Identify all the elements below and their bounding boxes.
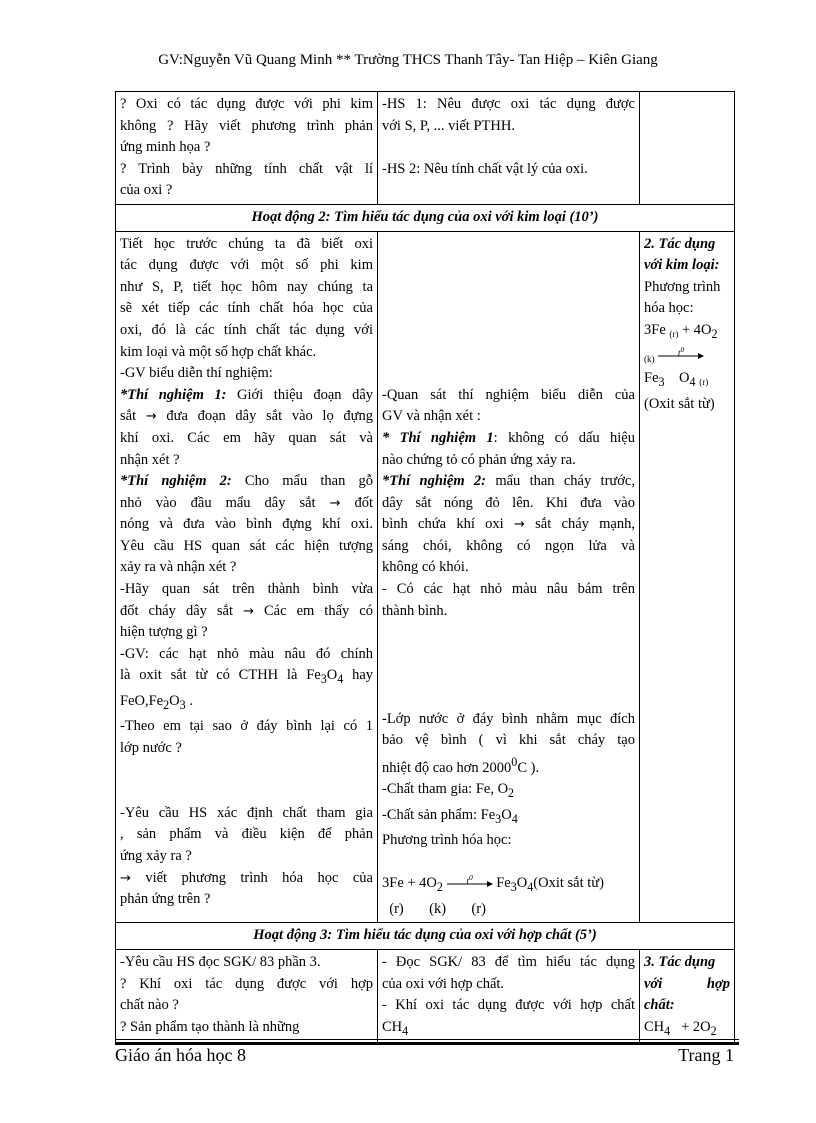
state-label: (r) — [669, 328, 679, 339]
heat-condition — [447, 873, 493, 892]
table-row — [116, 92, 735, 205]
text-run: O — [169, 692, 180, 709]
text-line — [382, 277, 635, 299]
text-run: -Chất tham gia: Fe, O — [382, 781, 509, 798]
text-run: bình chứa khí oxi — [382, 516, 504, 533]
text-run: (r) — [471, 900, 486, 917]
text-line: -Yêu cầu HS đọc SGK/ 83 phần 3. — [120, 954, 321, 971]
text-line — [120, 601, 373, 623]
text-run: sắt — [120, 408, 137, 425]
text-line — [120, 868, 373, 890]
teacher-cell — [116, 950, 378, 1045]
text-line: với S, P, ... viết PTHH. — [382, 117, 515, 134]
text-line — [382, 752, 635, 779]
text-line — [644, 368, 730, 393]
text-line: , sản phẩm và điều kiện để phản — [120, 826, 373, 843]
reaction-arrow-icon — [447, 873, 493, 888]
text-run: (k) — [429, 900, 447, 917]
text-run: hay — [343, 667, 373, 684]
text-run: + 4O — [682, 321, 712, 338]
text-run: + 2O — [681, 1018, 711, 1035]
subscript: 2 — [508, 786, 515, 801]
text-line: hiện tượng gì ? — [120, 624, 208, 641]
subscript: 4 — [527, 880, 534, 895]
text-run: đưa đoạn dây sắt vào lọ đựng — [156, 408, 373, 425]
text-line: của oxi với hợp chất. — [382, 975, 505, 992]
text-line — [382, 180, 635, 202]
text-line: tác dụng được với một số phi kim — [120, 257, 373, 274]
text-line — [120, 471, 373, 493]
section-heading: 2. Tác dụng — [644, 235, 716, 252]
text-line — [120, 493, 373, 515]
text-line — [382, 137, 635, 159]
text-line: như S, P, tiết học hôm nay chúng ta — [120, 278, 373, 295]
text-line — [382, 779, 635, 804]
activity-3-title: Hoạt động 3: Tìm hiểu tác dụng của oxi với hợp chất (5’) — [116, 923, 735, 950]
text-line: (Oxit sắt từ) — [644, 395, 715, 412]
right-arrow-icon: → — [243, 603, 254, 619]
right-arrow-icon: → — [513, 517, 525, 533]
text-line — [120, 665, 373, 690]
lesson-plan-table — [115, 91, 735, 1045]
reaction-arrow-icon — [658, 345, 704, 360]
text-line — [382, 852, 635, 874]
text-line: -Quan sát thí nghiệm biểu diễn của — [382, 386, 635, 403]
superscript: 0 — [511, 754, 518, 769]
teacher-cell — [116, 92, 378, 205]
state-label: (r) — [699, 377, 709, 388]
text-line — [120, 385, 373, 407]
text-line: -HS 1: Nêu được oxi tác dụng được — [382, 96, 635, 112]
text-run: -Chất sản phẩm: Fe — [382, 806, 496, 823]
table-row — [116, 950, 735, 1045]
text-line: bảo vệ bình ( vì khi sắt cháy tạo — [382, 732, 635, 749]
text-run: mẩu than cháy trước, — [486, 473, 635, 490]
section-heading — [644, 974, 730, 996]
text-run: nhỏ vào đầu mẩu dây sắt — [120, 494, 316, 511]
text-line: -GV biểu diễn thí nghiệm: — [120, 365, 273, 382]
subscript: 4 — [337, 672, 344, 687]
subscript: 3 — [495, 811, 502, 826]
text-line: thành bình. — [382, 602, 448, 619]
text-line — [382, 320, 635, 342]
text-run: hợp — [706, 975, 730, 992]
page-number: Trang 1 — [678, 1045, 734, 1065]
text-line — [382, 234, 635, 256]
footer-title: Giáo án hóa học 8 — [115, 1045, 246, 1065]
subscript: 3 — [658, 374, 665, 389]
content-cell — [640, 92, 735, 205]
equation-line — [382, 873, 635, 898]
right-arrow-icon: → — [145, 409, 157, 425]
text-line: ? Trình bày những tính chất vật lí — [120, 160, 373, 177]
text-line — [644, 320, 730, 345]
text-line: -Hãy quan sát trên thành bình vừa — [120, 581, 373, 598]
page-header: GV:Nguyễn Vũ Quang Minh ** Trường THCS Thanh Tây- Tan Hiệp – Kiên Giang — [158, 52, 658, 68]
text-run: . — [185, 692, 193, 709]
experiment-2-label: *Thí nghiệm 2: — [382, 473, 487, 490]
text-run: (Oxit sắt từ) — [533, 875, 604, 892]
text-run: sắt cháy mạnh, — [524, 516, 635, 533]
subscript: 4 — [511, 811, 518, 826]
text-run: 3Fe + 4O — [382, 875, 437, 892]
text-line: khí oxi. Các em hãy quan sát và — [120, 429, 373, 446]
text-line: -HS 2: Nêu tính chất vật lý của oxi. — [382, 160, 588, 177]
text-line: Yêu cầu HS quan sát các hiện tượng — [120, 537, 373, 554]
activity-2-title: Hoạt động 2: Tìm hiểu tác dụng của oxi với kim loại (10’) — [116, 204, 735, 231]
text-run: với — [644, 975, 663, 992]
subscript: 3 — [320, 672, 327, 687]
subscript: 2 — [710, 1023, 717, 1038]
student-cell — [378, 92, 640, 205]
text-line: của oxi ? — [120, 182, 173, 199]
content-cell — [640, 231, 735, 923]
text-line — [382, 342, 635, 364]
subscript: 2 — [711, 326, 718, 341]
subscript: 4 — [689, 374, 696, 389]
state-labels — [382, 899, 635, 921]
text-line: sẽ xét tiếp các tính chất hóa học của — [120, 300, 373, 317]
text-run: O — [516, 875, 528, 892]
subscript: 2 — [163, 697, 170, 712]
text-line: -Theo em tại sao ở đáy bình lại có 1 — [120, 718, 373, 735]
text-run: 3Fe — [644, 321, 666, 338]
text-run: đốt — [340, 494, 373, 511]
text-run: CH — [382, 1018, 403, 1035]
text-line — [382, 255, 635, 277]
activity-row — [116, 923, 735, 950]
superscript: 0 — [468, 873, 473, 883]
activity-row — [116, 204, 735, 231]
text-line — [382, 471, 635, 493]
text-line: Phương trình hóa học: — [382, 832, 512, 849]
text-run: là oxit sắt từ có CTHH là Fe — [120, 667, 321, 684]
text-run: viết phương trình hóa học của — [130, 869, 373, 886]
text-run: Các em thấy có — [253, 602, 373, 619]
experiment-1-label: *Thí nghiệm 1: — [120, 386, 227, 403]
state-label: (k) — [644, 354, 655, 365]
heat-condition — [658, 345, 704, 364]
text-line — [120, 760, 373, 782]
experiment-2-label: *Thí nghiệm 2: — [120, 473, 232, 490]
text-line: -GV: các hạt nhỏ màu nâu đó chính — [120, 645, 373, 662]
text-run: O — [326, 667, 338, 684]
text-run: : không có dấu hiệu — [493, 429, 635, 446]
student-cell — [378, 231, 640, 923]
text-run: O — [501, 806, 512, 823]
content-cell — [640, 950, 735, 1045]
text-line: ? Sản phẩm tạo thành là những — [120, 1018, 300, 1035]
experiment-1-label: * Thí nghiệm 1 — [382, 429, 494, 446]
text-line: không có khói. — [382, 559, 469, 576]
text-line: nhận xét ? — [120, 451, 180, 468]
text-line: - Có các hạt nhỏ màu nâu bám trên — [382, 581, 635, 598]
text-run: đốt cháy dây sắt — [120, 602, 234, 619]
section-heading: với kim loại: — [644, 257, 720, 274]
text-run: C ). — [517, 759, 540, 776]
section-heading: 3. Tác dụng — [644, 954, 716, 971]
text-line — [382, 644, 635, 666]
text-line: -Yêu cầu HS xác định chất tham gia — [120, 804, 373, 821]
subscript: 3 — [179, 697, 186, 712]
text-run: O — [679, 370, 690, 387]
teacher-cell — [116, 231, 378, 923]
text-line — [120, 781, 373, 803]
text-line — [382, 622, 635, 644]
text-line — [120, 406, 373, 428]
text-run: Fe — [644, 370, 659, 387]
section-heading: chất: — [644, 997, 675, 1014]
text-line: Phương trình — [644, 278, 721, 295]
text-line: kim loại và một số hợp chất khác. — [120, 343, 317, 360]
text-line: chất nào ? — [120, 997, 179, 1014]
text-run: Cho mẩu than gỗ — [231, 473, 373, 490]
text-line: ? Khí oxi tác dụng được với hợp — [120, 975, 373, 992]
text-line: không ? Hãy viết phương trình phản — [120, 117, 373, 134]
text-line: xảy ra và nhận xét ? — [120, 559, 237, 576]
text-line: - Đọc SGK/ 83 để tìm hiểu tác dụng — [382, 954, 635, 971]
text-line — [382, 665, 635, 687]
text-run: FeO,Fe — [120, 692, 164, 709]
text-line — [382, 298, 635, 320]
text-line: nóng và đưa vào bình đựng khí oxi. — [120, 516, 373, 533]
text-line — [382, 428, 635, 450]
text-line: oxi, đó là các tính chất tác dụng với — [120, 321, 373, 338]
text-line: dây sắt nóng đỏ lên. Khi đưa vào — [382, 494, 635, 511]
text-line: hóa học: — [644, 300, 694, 317]
superscript: 0 — [680, 345, 685, 355]
text-line — [382, 805, 635, 830]
text-run: CH — [644, 1018, 665, 1035]
text-line: nào chứng tỏ có phản ứng xảy ra. — [382, 451, 576, 468]
text-line — [382, 514, 635, 536]
text-run: t — [466, 876, 469, 887]
text-line: phản ứng trên ? — [120, 891, 211, 908]
text-line: sáng chói, không có ngọn lửa và — [382, 537, 635, 554]
subscript: 3 — [510, 880, 517, 895]
text-line: Tiết học trước chúng ta đã biết oxi — [120, 235, 373, 252]
right-arrow-icon: → — [329, 495, 341, 511]
text-line: - Khí oxi tác dụng được với hợp chất — [382, 997, 635, 1014]
subscript: 4 — [664, 1023, 671, 1038]
text-run: Fe — [496, 875, 511, 892]
text-line — [382, 687, 635, 709]
text-run: Giới thiệu đoạn dây — [226, 386, 373, 403]
text-line — [644, 345, 730, 368]
text-run: nhiệt độ cao hơn 2000 — [382, 759, 512, 776]
table-row — [116, 231, 735, 923]
text-line: -Lớp nước ở đáy bình nhằm mục đích — [382, 710, 635, 727]
right-arrow-icon: → — [120, 870, 131, 886]
text-line: lớp nước ? — [120, 740, 182, 756]
subscript: 4 — [402, 1023, 409, 1038]
text-line — [120, 691, 373, 716]
text-run: t — [677, 348, 681, 359]
text-line: ? Oxi có tác dụng được với phi kim — [120, 96, 373, 112]
text-run: (r) — [389, 900, 404, 917]
subscript: 2 — [436, 880, 443, 895]
text-line: GV và nhận xét : — [382, 408, 481, 425]
student-cell — [378, 950, 640, 1045]
text-line — [382, 363, 635, 385]
text-line: ứng minh họa ? — [120, 139, 211, 156]
text-line: ứng xảy ra ? — [120, 847, 192, 864]
